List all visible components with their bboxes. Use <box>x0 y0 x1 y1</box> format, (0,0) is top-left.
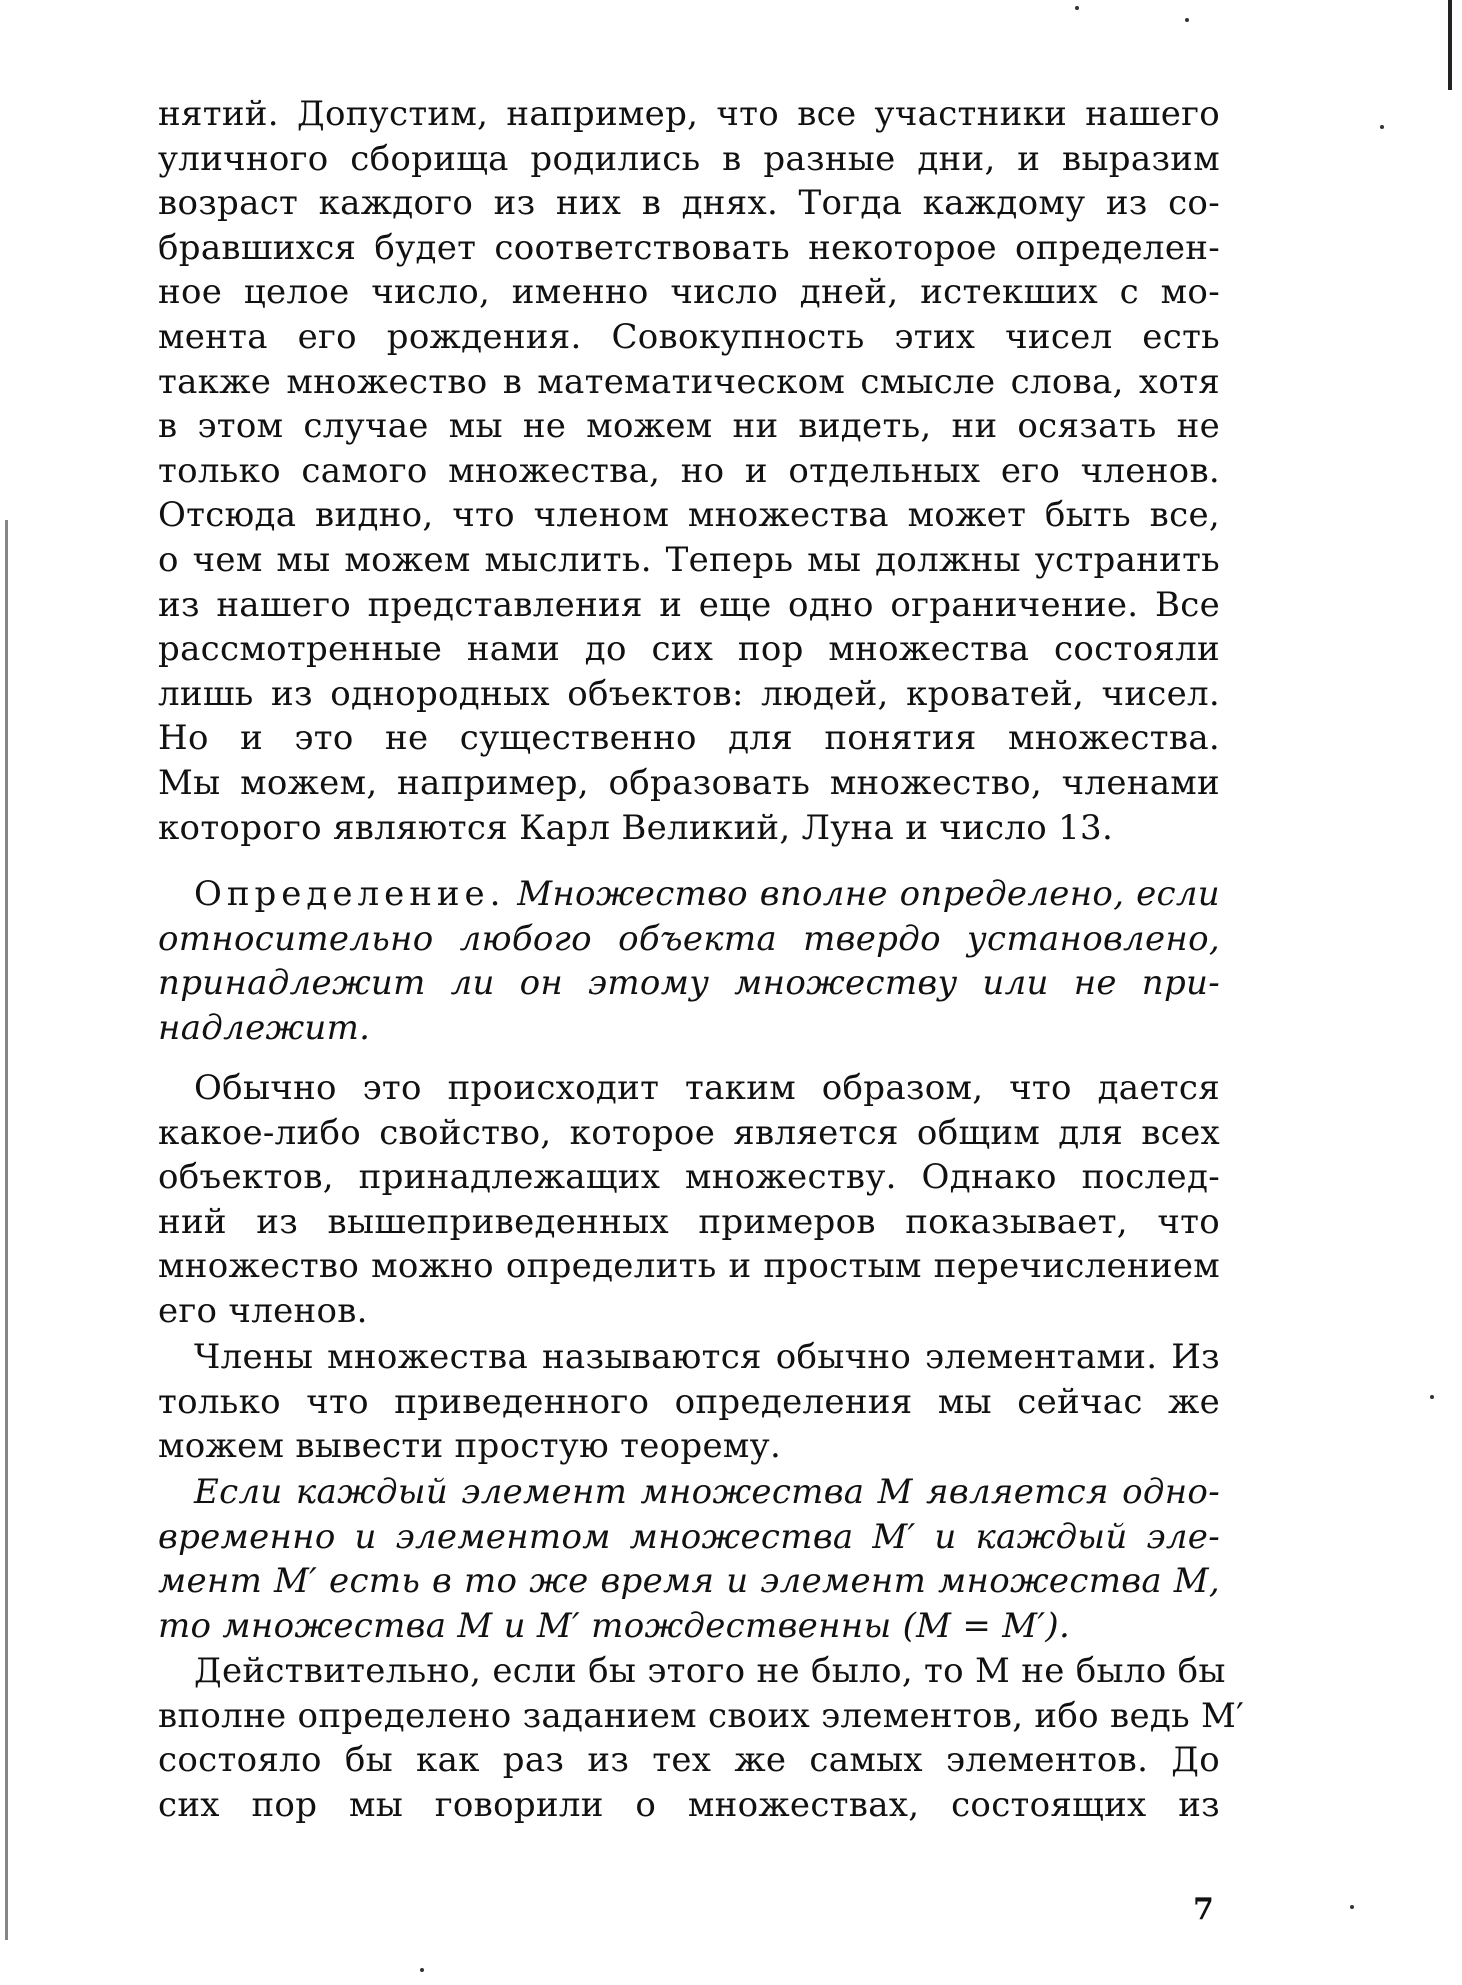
text-line: состояло бы как раз из тех же самых элементов. До <box>158 1740 1220 1781</box>
definition-label: Определение. <box>194 874 506 914</box>
paragraph-4 <box>158 1649 1245 1827</box>
paragraph-3 <box>158 1335 1220 1469</box>
text-line: можем вывести простую теорему. <box>158 1426 782 1467</box>
margin-rule-left <box>5 520 8 1940</box>
text-line: лишь из однородных объектов: людей, кроватей, чисел. <box>158 673 1220 714</box>
text-line: только самого множества, но и отдельных его членов. <box>158 450 1220 491</box>
text-line: множество можно определить и простым перечислением <box>158 1246 1220 1287</box>
scan-speck <box>1430 1395 1434 1399</box>
text-line: Множество вполне определено, если <box>517 874 1220 914</box>
text-line: относительно любого объекта твердо установлено, <box>158 918 1220 959</box>
text-line: Но и это не существенно для понятия множества. <box>158 718 1220 759</box>
scan-speck <box>1075 6 1079 10</box>
text-line: рассмотренные нами до сих пор множества состояли <box>158 629 1220 670</box>
text-line: о чем мы можем мыслить. Теперь мы должны устранить <box>158 539 1220 580</box>
paragraph-2 <box>158 1066 1220 1334</box>
text-line: из нашего представления и еще одно ограничение. Все <box>158 584 1220 625</box>
definition-first-line <box>158 872 1220 917</box>
text-line: временно и элементом множества M′ и каждый эле- <box>158 1516 1220 1557</box>
text-line: мент M′ есть в то же время и элемент множества M, <box>158 1561 1220 1602</box>
text-line: возраст каждого из них в днях. Тогда каждому из со- <box>158 183 1220 224</box>
text-line: бравшихся будет соответствовать некоторое определен- <box>158 227 1220 268</box>
text-line: ний из вышеприведенных примеров показывает, что <box>158 1201 1220 1242</box>
theorem-block <box>158 1470 1220 1648</box>
text-line: объектов, принадлежащих множеству. Однако послед- <box>158 1157 1220 1198</box>
text-line: какое-либо свойство, которое является общим для всех <box>158 1112 1220 1153</box>
text-line: уличного сборища родились в разные дни, и выразим <box>158 138 1220 179</box>
text-line: Если каждый элемент множества M является одно- <box>194 1472 1220 1512</box>
scan-speck <box>420 1968 424 1972</box>
text-line: то множества M и M′ тождественны (M = M′). <box>158 1605 1071 1646</box>
text-line: Члены множества называются обычно элементами. Из <box>194 1337 1220 1377</box>
text-line: Мы можем, например, образовать множество, членами <box>158 762 1220 803</box>
text-line: Обычно это происходит таким образом, что дается <box>194 1068 1220 1108</box>
text-line: нятий. Допустим, например, что все участники нашего <box>158 94 1220 134</box>
text-line: также множество в математическом смысле слова, хотя <box>158 361 1220 402</box>
text-line: сих пор мы говорили о множествах, состоящих из <box>158 1784 1220 1825</box>
text-line: только что приведенного определения мы сейчас же <box>158 1381 1220 1422</box>
text-line: надлежит. <box>158 1007 371 1048</box>
text-line: вполне определено заданием своих элементов, ибо ведь M′ <box>158 1695 1245 1736</box>
text-line: принадлежит ли он этому множеству или не при- <box>158 963 1220 1004</box>
text-line: в этом случае мы не можем ни видеть, ни осязать не <box>158 406 1220 447</box>
paragraph-1 <box>158 92 1220 850</box>
page-number: 7 <box>1193 1892 1214 1927</box>
text-line: которого являются Карл Великий, Луна и число 13. <box>158 807 1114 848</box>
scan-speck <box>1380 125 1384 129</box>
scan-speck <box>1185 18 1189 22</box>
text-line: Отсюда видно, что членом множества может быть все, <box>158 495 1220 536</box>
text-line: его членов. <box>158 1290 368 1331</box>
text-line: Действительно, если бы этого не было, то M не было бы <box>194 1651 1226 1691</box>
definition-block <box>158 872 1220 1050</box>
scan-speck <box>1350 1905 1354 1909</box>
text-line: мента его рождения. Совокупность этих чисел есть <box>158 316 1220 357</box>
text-line: ное целое число, именно число дней, истекших с мо- <box>158 272 1220 313</box>
margin-rule-right <box>1448 0 1452 90</box>
